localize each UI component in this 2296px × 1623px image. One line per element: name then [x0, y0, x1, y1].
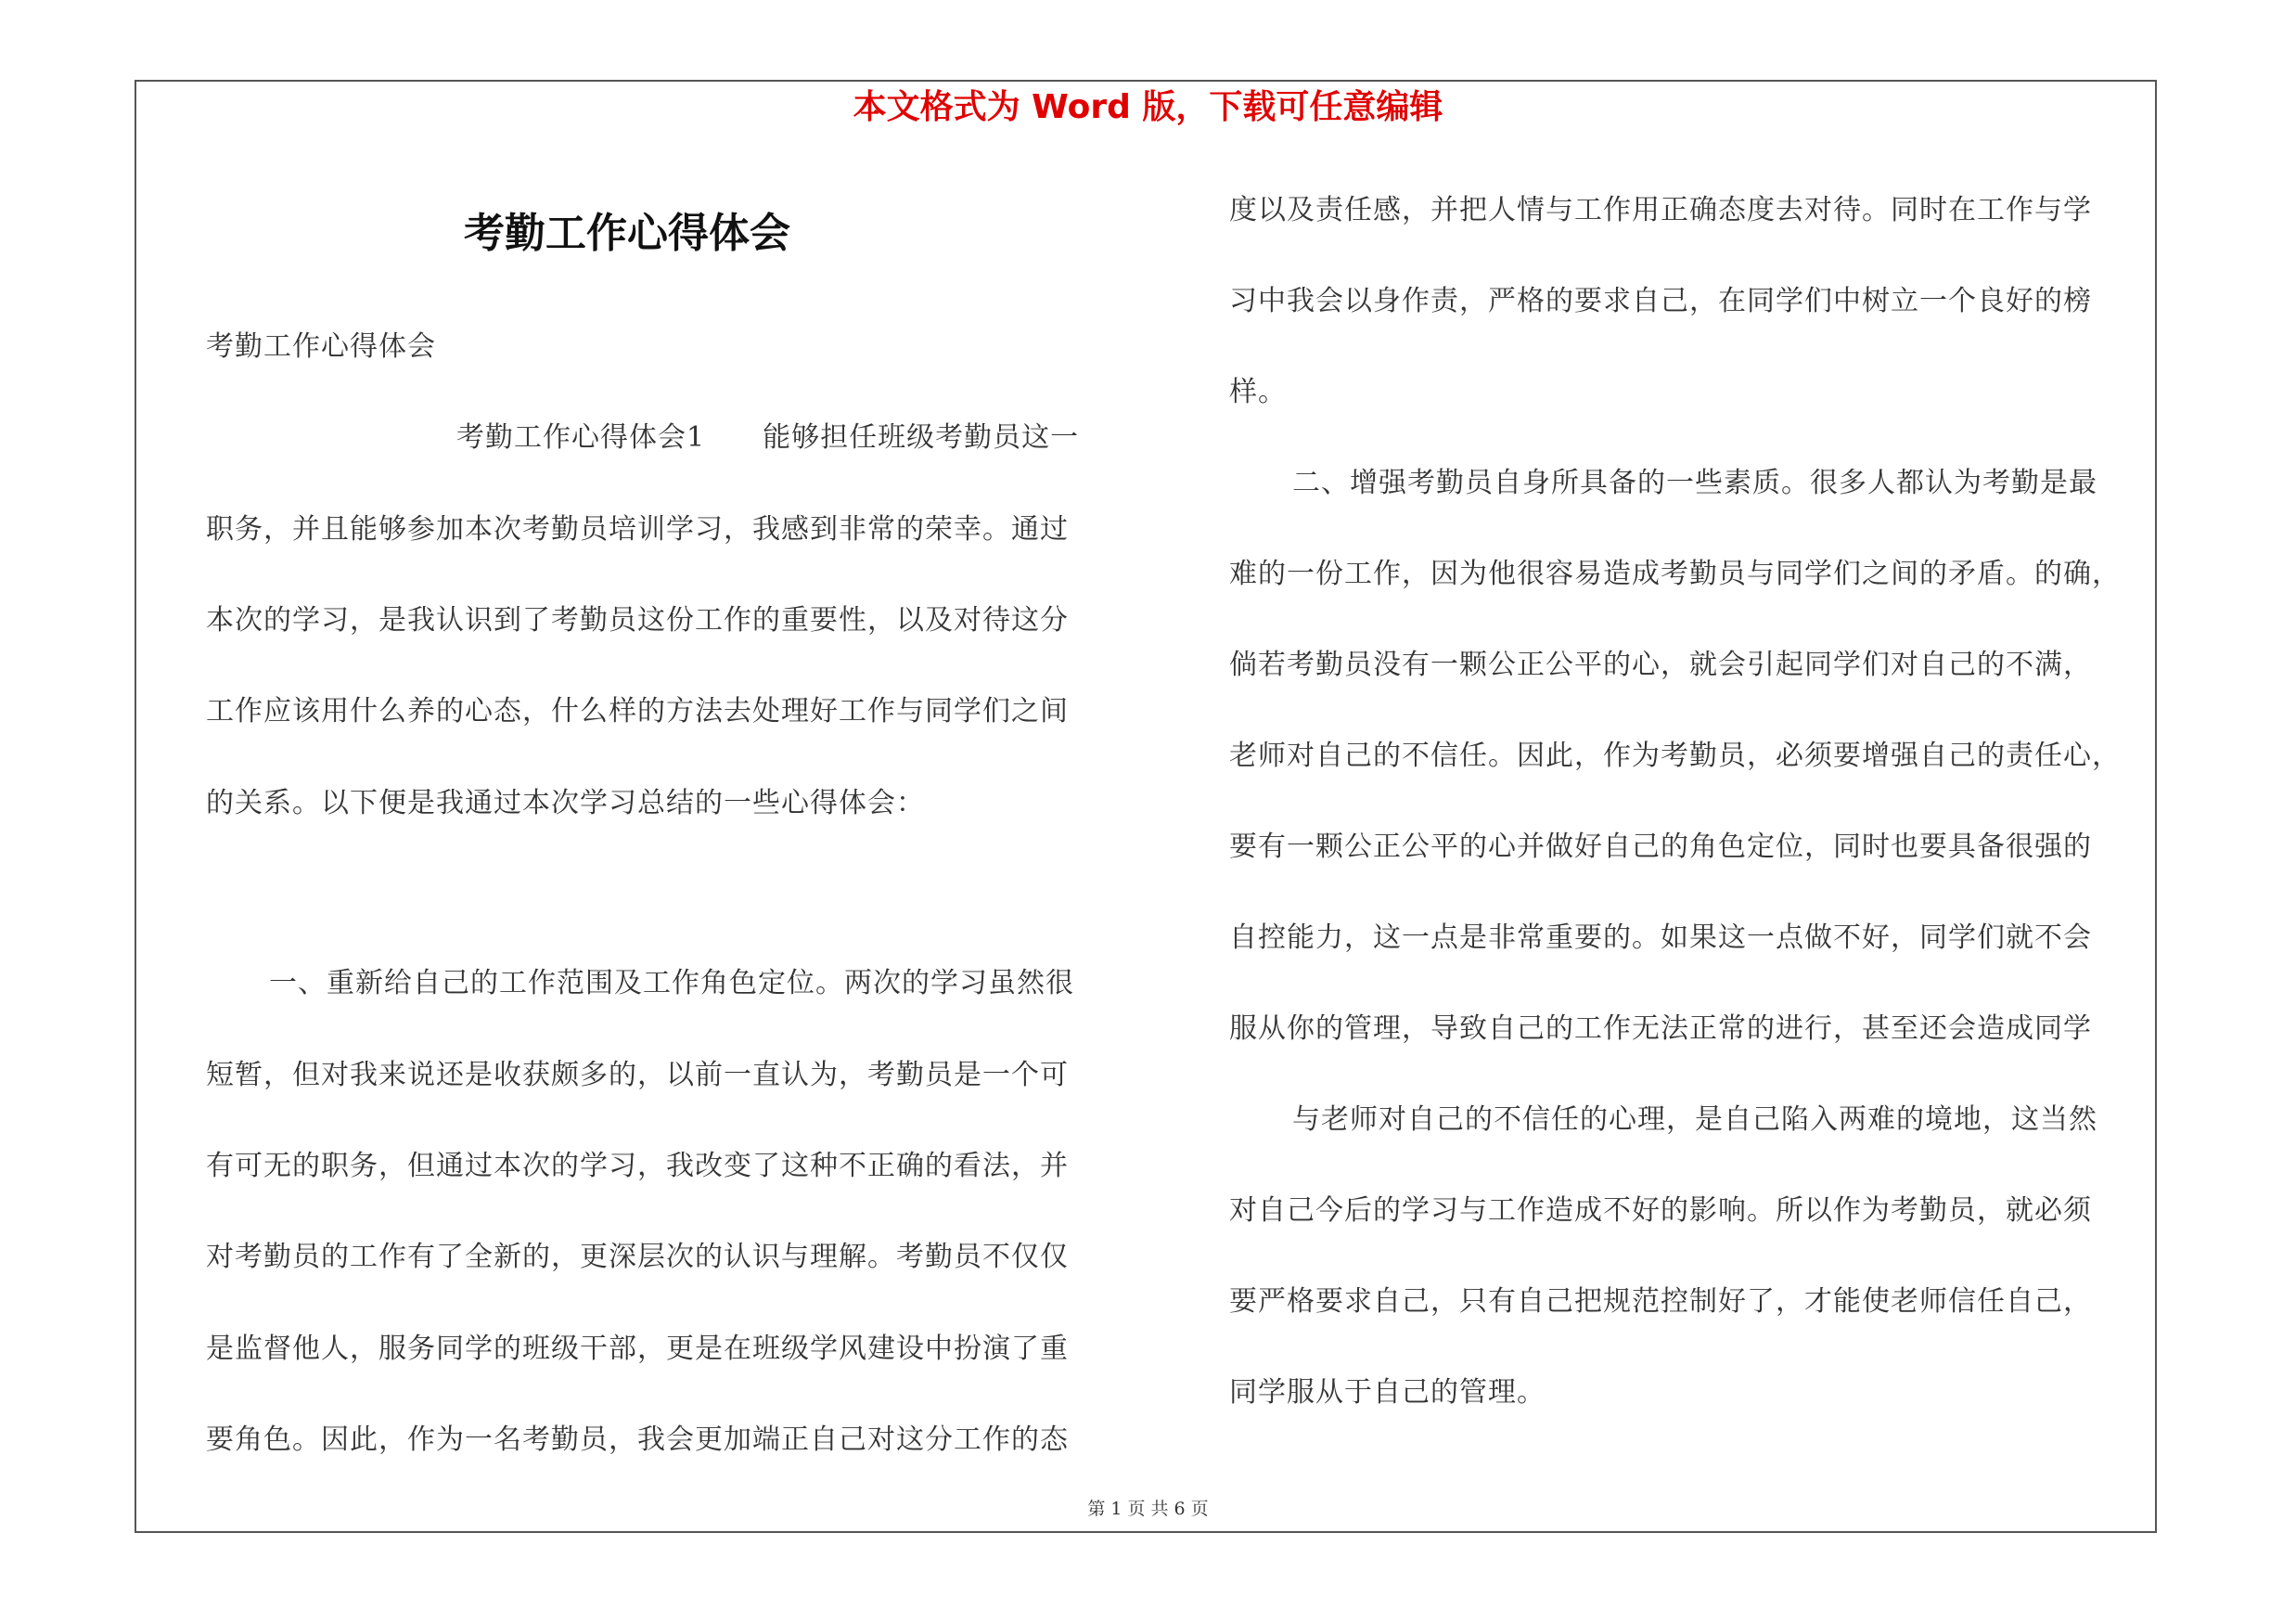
- paragraph-line: 对自己今后的学习与工作造成不好的影响。所以作为考勤员，就必须: [1229, 1194, 2092, 1227]
- paragraph-line: 的关系。以下便是我通过本次学习总结的一些心得体会：: [206, 787, 925, 819]
- page-number-footer: 第 1 页 共 6 页: [1087, 1499, 1209, 1519]
- paragraph-line: 考勤工作心得体会1 能够担任班级考勤员这一: [456, 421, 1080, 454]
- paragraph-line: 难的一份工作，因为他很容易造成考勤员与同学们之间的矛盾。的确，: [1229, 558, 2121, 590]
- paragraph-line: 服从你的管理，导致自己的工作无法正常的进行，甚至还会造成同学: [1229, 1012, 2092, 1045]
- paragraph-line: 是监督他人，服务同学的班级干部，更是在班级学风建设中扮演了重: [206, 1333, 1069, 1365]
- paragraph-line: 与老师对自己的不信任的心理，是自己陷入两难的境地，这当然: [1292, 1103, 2097, 1136]
- paragraph-line: 一、重新给自己的工作范围及工作角色定位。两次的学习虽然很: [269, 967, 1074, 999]
- format-banner: 本文格式为 Word 版，下载可任意编辑: [853, 88, 1443, 126]
- paragraph-line: 本次的学习，是我认识到了考勤员这份工作的重要性，以及对待这分: [206, 604, 1069, 637]
- paragraph-line: 有可无的职务，但通过本次的学习，我改变了这种不正确的看法，并: [206, 1150, 1069, 1182]
- paragraph-line: 习中我会以身作责，严格的要求自己，在同学们中树立一个良好的榜: [1229, 285, 2092, 317]
- paragraph-line: 样。: [1229, 376, 1287, 408]
- paragraph-line: 短暂，但对我来说还是收获颇多的，以前一直认为，考勤员是一个可: [206, 1059, 1069, 1091]
- document-title: 考勤工作心得体会: [464, 210, 790, 257]
- paragraph-line: 要角色。因此，作为一名考勤员，我会更加端正自己对这分工作的态: [206, 1423, 1069, 1456]
- paragraph-line: 要有一颗公正公平的心并做好自己的角色定位，同时也要具备很强的: [1229, 831, 2092, 863]
- paragraph-line: 要严格要求自己，只有自己把规范控制好了，才能使老师信任自己，: [1229, 1285, 2092, 1318]
- paragraph-line: 二、增强考勤员自身所具备的一些素质。很多人都认为考勤是最: [1292, 467, 2097, 499]
- paragraph-line: 度以及责任感，并把人情与工作用正确态度去对待。同时在工作与学: [1229, 194, 2092, 226]
- paragraph-line: 对考勤员的工作有了全新的，更深层次的认识与理解。考勤员不仅仅: [206, 1241, 1069, 1273]
- paragraph-line: 老师对自己的不信任。因此，作为考勤员，必须要增强自己的责任心，: [1229, 740, 2121, 772]
- subtitle-line: 考勤工作心得体会: [206, 330, 436, 363]
- paragraph-line: 自控能力，这一点是非常重要的。如果这一点做不好，同学们就不会: [1229, 921, 2092, 954]
- paragraph-line: 倘若考勤员没有一颗公正公平的心，就会引起同学们对自己的不满，: [1229, 649, 2092, 681]
- paragraph-line: 职务，并且能够参加本次考勤员培训学习，我感到非常的荣幸。通过: [206, 513, 1069, 546]
- paragraph-line: 同学服从于自己的管理。: [1229, 1376, 1546, 1409]
- paragraph-line: 工作应该用什么养的心态，什么样的方法去处理好工作与同学们之间: [206, 695, 1069, 728]
